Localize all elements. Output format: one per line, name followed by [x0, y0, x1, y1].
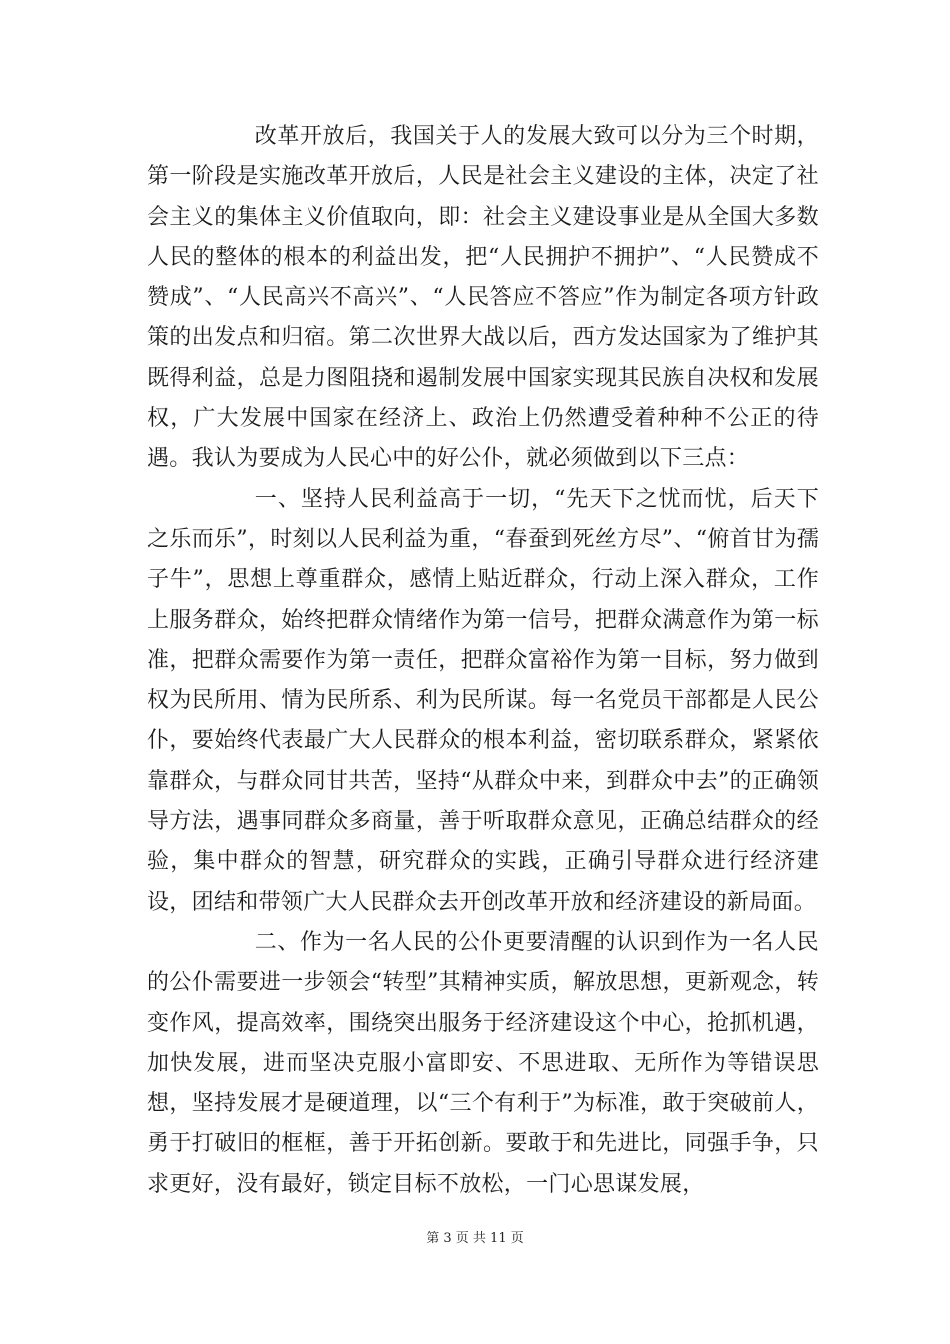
paragraph-intro: 改革开放后，我国关于人的发展大致可以分为三个时期，第一阶段是实施改革开放后，人民是社会主义建设的主体，决定了社会主义的集体主义价值取向，即：社会主义建设事业是从全国大多数人民的整体的根本的利益出发，把“人民拥护不拥护”、“人民赞成不赞成”、“人民高兴不高兴”、“人民答应不答应”作为制定各项方针政策的出发点和归宿。第二次世界大战以后，西方发达国家为了维护其既得利益，总是力图阻挠和遏制发展中国家实现其民族自决权和发展权，广大发展中国家在经济上、政治上仍然遭受着种种不公正的待遇。我认为要成为人民心中的好公仆，就必须做到以下三点： — [147, 124, 819, 472]
document-body — [147, 117, 819, 1205]
paragraph-point-one: 一、坚持人民利益高于一切，“先天下之忧而忧，后天下之乐而乐”，时刻以人民利益为重，“春蚕到死丝方尽”、“俯首甘为孺子牛”，思想上尊重群众，感情上贴近群众，行动上深入群众，工作上服务群众，始终把群众情绪作为第一信号，把群众满意作为第一标准，把群众需要作为第一责任，把群众富裕作为第一目标，努力做到权为民所用、情为民所系、利为民所谋。每一名党员干部都是人民公仆，要始终代表最广大人民群众的根本利益，密切联系群众，紧紧依靠群众，与群众同甘共苦，坚持“从群众中来，到群众中去”的正确领导方法，遇事同群众多商量，善于听取群众意见，正确总结群众的经验，集中群众的智慧，研究群众的实践，正确引导群众进行经济建设，团结和带领广大人民群众去开创改革开放和经济建设的新局面。 — [147, 486, 819, 915]
paragraph-point-two: 二、作为一名人民的公仆更要清醒的认识到作为一名人民的公仆需要进一步领会“转型”其精神实质，解放思想，更新观念，转变作风，提高效率，围绕突出服务于经济建设这个中心，抢抓机遇，加快发展，进而坚决克服小富即安、不思进取、无所作为等错误思想，坚持发展才是硬道理，以“三个有利于”为标准，敢于突破前人，勇于打破旧的框框，善于开拓创新。要敢于和先进比，同强手争，只求更好，没有最好，锁定目标不放松，一门心思谋发展， — [147, 929, 819, 1197]
page-number-footer: 第 3 页 共 11 页 — [426, 1231, 524, 1246]
